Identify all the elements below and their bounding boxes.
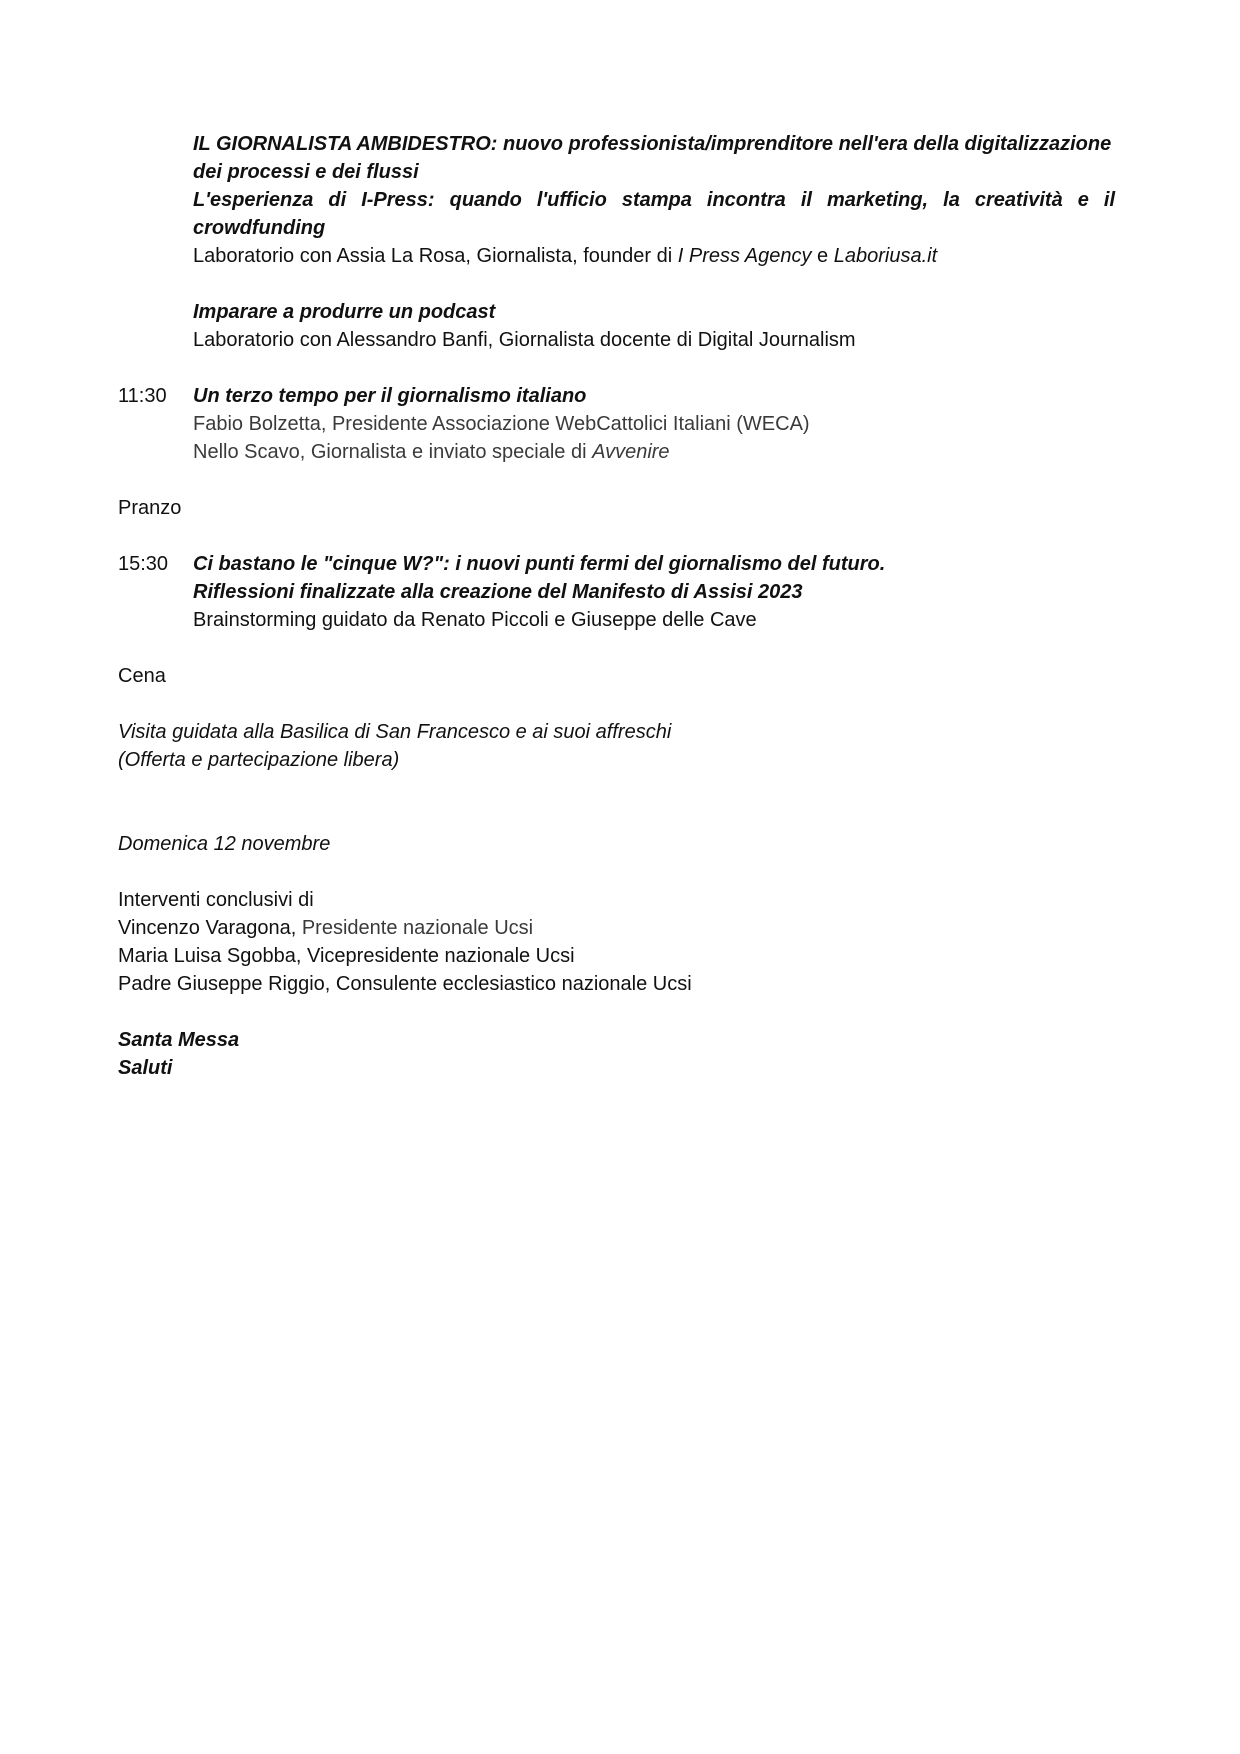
larosa-workshop-detail (193, 242, 937, 270)
larosa-prefix: Laboratorio con Assia La Rosa, Giornalista, founder di (193, 245, 678, 267)
speaker-1-role: Presidente nazionale Ucsi (301, 917, 534, 939)
domenica-speaker-3: Padre Giuseppe Riggio, Consulente ecclesiastico nazionale Ucsi (118, 973, 692, 995)
podcast-detail: Laboratorio con Alessandro Banfi, Giornalista docente di Digital Journalism (193, 329, 856, 351)
session-1130-time: 11:30 (118, 385, 167, 407)
ambidestro-title-line-1: IL GIORNALISTA AMBIDESTRO: nuovo professionista/imprenditore nell'era della digitalizzazione (193, 133, 1112, 155)
pranzo-label: Pranzo (118, 497, 182, 519)
session-1130-speaker-1: Fabio Bolzetta, Presidente Associazione WebCattolici Italiani (WECA) (193, 413, 810, 435)
saluti: Saluti (118, 1057, 173, 1079)
speaker-2-outlet: Avvenire (592, 441, 670, 463)
domenica-intro: Interventi conclusivi di (118, 889, 314, 911)
session-1130-title: Un terzo tempo per il giornalismo italiano (193, 385, 587, 407)
session-1530-detail: Brainstorming guidato da Renato Piccoli e Giuseppe delle Cave (193, 609, 757, 631)
domenica-speaker-2: Maria Luisa Sgobba, Vicepresidente nazionale Ucsi (118, 945, 575, 967)
session-1130-speaker-2 (193, 438, 670, 466)
domenica-date: Domenica 12 novembre (118, 833, 331, 855)
ipress-title-line-1: L'esperienza di I-Press: quando l'ufficio stampa incontra il marketing, la creatività e il (193, 189, 1115, 211)
larosa-site: Laboriusa.it (833, 245, 938, 267)
santa-messa: Santa Messa (118, 1029, 240, 1051)
session-1530-title-2: Riflessioni finalizzate alla creazione del Manifesto di Assisi 2023 (193, 581, 803, 603)
visita-line-1: Visita guidata alla Basilica di San Francesco e ai suoi affreschi (118, 721, 672, 743)
speaker-1-name: Vincenzo Varagona, (118, 917, 302, 939)
visita-line-2: (Offerta e partecipazione libera) (118, 749, 400, 771)
speaker-2-prefix: Nello Scavo, Giornalista e inviato speciale di (193, 441, 593, 463)
session-1530-time: 15:30 (118, 553, 169, 575)
ipress-title-line-2: crowdfunding (193, 217, 326, 239)
session-1530-title-1: Ci bastano le "cinque W?": i nuovi punti fermi del giornalismo del futuro. (193, 553, 886, 575)
ambidestro-title-line-2: dei processi e dei flussi (193, 161, 419, 183)
podcast-title: Imparare a produrre un podcast (193, 301, 496, 323)
larosa-conj: e (811, 245, 834, 267)
larosa-agency: I Press Agency (677, 245, 812, 267)
domenica-speaker-1 (118, 914, 533, 942)
cena-label: Cena (118, 665, 166, 687)
